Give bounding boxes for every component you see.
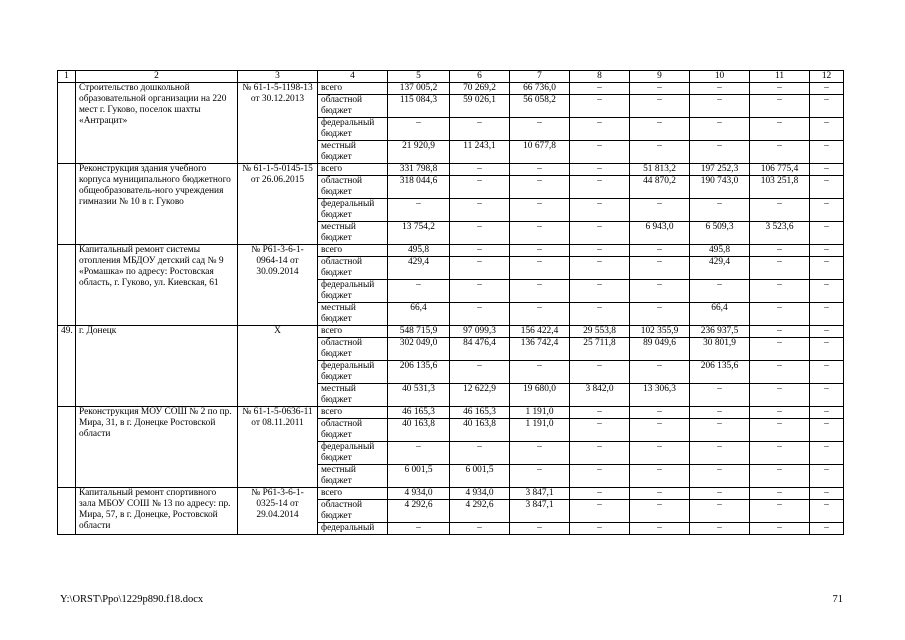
funding-source: местный бюджет <box>318 465 388 488</box>
amount-cell: 4 934,0 <box>450 488 510 500</box>
amount-cell: – <box>630 465 690 488</box>
table-row <box>58 407 844 419</box>
amount-cell: 4 292,6 <box>388 500 450 523</box>
amount-cell: – <box>750 523 810 535</box>
amount-cell: – <box>388 442 450 465</box>
amount-cell: 66,4 <box>690 303 750 326</box>
amount-cell: – <box>570 118 630 141</box>
amount-cell: – <box>570 245 630 257</box>
amount-cell: – <box>450 303 510 326</box>
object-name: Реконструкция здания учебного корпуса муниципального бюджетного общеобразователь-ного учреждения гимназии № 10 в г. Гуково <box>76 164 238 245</box>
amount-cell: 3 523,6 <box>750 222 810 245</box>
amount-cell: – <box>630 523 690 535</box>
column-number-row <box>58 71 844 83</box>
amount-cell: – <box>750 303 810 326</box>
funding-source: местный бюджет <box>318 222 388 245</box>
column-number: 11 <box>750 71 810 83</box>
object-name: Капитальный ремонт системы отопления МБДОУ детский сад № 9 «Ромашка» по адресу: Ростовская область, г. Гуково, ул. Киевская, 61 <box>76 245 238 326</box>
amount-cell: – <box>570 500 630 523</box>
amount-cell: – <box>690 500 750 523</box>
amount-cell: – <box>388 118 450 141</box>
funding-source: всего <box>318 164 388 176</box>
amount-cell: – <box>630 280 690 303</box>
column-number: 9 <box>630 71 690 83</box>
amount-cell: 548 715,9 <box>388 326 450 338</box>
budget-table <box>57 70 844 535</box>
amount-cell: – <box>630 257 690 280</box>
amount-cell: – <box>810 257 844 280</box>
amount-cell: 206 135,6 <box>690 361 750 384</box>
amount-cell: – <box>570 442 630 465</box>
amount-cell: – <box>630 245 690 257</box>
amount-cell: 51 813,2 <box>630 164 690 176</box>
column-number: 3 <box>238 71 318 83</box>
amount-cell: 56 058,2 <box>510 95 570 118</box>
amount-cell: – <box>810 280 844 303</box>
amount-cell: 197 252,3 <box>690 164 750 176</box>
amount-cell: – <box>570 141 630 164</box>
amount-cell: – <box>630 361 690 384</box>
funding-source: всего <box>318 488 388 500</box>
item-number <box>58 407 76 488</box>
amount-cell: 19 680,0 <box>510 384 570 407</box>
amount-cell: – <box>690 118 750 141</box>
amount-cell: – <box>510 280 570 303</box>
amount-cell: – <box>750 500 810 523</box>
amount-cell: – <box>810 407 844 419</box>
amount-cell: 6 001,5 <box>450 465 510 488</box>
amount-cell: – <box>510 303 570 326</box>
funding-source: областной бюджет <box>318 500 388 523</box>
amount-cell: – <box>570 257 630 280</box>
amount-cell: – <box>450 523 510 535</box>
object-name: Строительство дошкольной образовательной организации на 220 мест г. Гуково, поселок шахты «Антрацит» <box>76 83 238 164</box>
amount-cell: – <box>570 199 630 222</box>
amount-cell: – <box>810 303 844 326</box>
funding-source: федеральный бюджет <box>318 280 388 303</box>
amount-cell: 318 044,6 <box>388 176 450 199</box>
amount-cell: – <box>750 465 810 488</box>
amount-cell: – <box>690 442 750 465</box>
amount-cell: – <box>810 245 844 257</box>
amount-cell: 495,8 <box>690 245 750 257</box>
amount-cell: 6 943,0 <box>630 222 690 245</box>
page-number: 71 <box>832 594 843 605</box>
amount-cell: – <box>690 95 750 118</box>
amount-cell: – <box>630 83 690 95</box>
document-reference: № 61-1-5-0145-15 от 26.06.2015 <box>238 164 318 245</box>
amount-cell: – <box>750 384 810 407</box>
amount-cell: 3 842,0 <box>570 384 630 407</box>
amount-cell: – <box>690 384 750 407</box>
funding-source: федеральный бюджет <box>318 118 388 141</box>
column-number: 5 <box>388 71 450 83</box>
amount-cell: – <box>810 523 844 535</box>
amount-cell: – <box>750 280 810 303</box>
amount-cell: – <box>450 164 510 176</box>
amount-cell: 13 306,3 <box>630 384 690 407</box>
amount-cell: 66,4 <box>388 303 450 326</box>
amount-cell: – <box>570 465 630 488</box>
table-row <box>58 488 844 500</box>
amount-cell: – <box>750 245 810 257</box>
amount-cell: – <box>750 419 810 442</box>
amount-cell: 236 937,5 <box>690 326 750 338</box>
table-row <box>58 83 844 95</box>
funding-source: областной бюджет <box>318 95 388 118</box>
amount-cell: 206 135,6 <box>388 361 450 384</box>
amount-cell: 6 509,3 <box>690 222 750 245</box>
amount-cell: – <box>690 465 750 488</box>
amount-cell: – <box>690 83 750 95</box>
document-reference: Х <box>238 326 318 407</box>
column-number: 10 <box>690 71 750 83</box>
amount-cell: – <box>810 83 844 95</box>
amount-cell: – <box>570 523 630 535</box>
document-reference: № Р61-3-6-1-0325-14 от 29.04.2014 <box>238 488 318 535</box>
amount-cell: 13 754,2 <box>388 222 450 245</box>
amount-cell: – <box>510 361 570 384</box>
object-name: Реконструкция МОУ СОШ № 2 по пр. Мира, 31, в г. Донецке Ростовской области <box>76 407 238 488</box>
amount-cell: 106 775,4 <box>750 164 810 176</box>
amount-cell: – <box>630 500 690 523</box>
amount-cell: – <box>450 222 510 245</box>
amount-cell: – <box>570 95 630 118</box>
amount-cell: 115 084,3 <box>388 95 450 118</box>
amount-cell: – <box>810 361 844 384</box>
amount-cell: – <box>510 523 570 535</box>
amount-cell: – <box>750 257 810 280</box>
funding-source: областной бюджет <box>318 257 388 280</box>
table-row <box>58 164 844 176</box>
item-number: 49. <box>58 326 76 407</box>
amount-cell: – <box>630 407 690 419</box>
amount-cell: – <box>388 523 450 535</box>
amount-cell: 70 269,2 <box>450 83 510 95</box>
amount-cell: – <box>630 442 690 465</box>
amount-cell: – <box>510 118 570 141</box>
amount-cell: 40 163,8 <box>388 419 450 442</box>
column-number: 8 <box>570 71 630 83</box>
amount-cell: – <box>810 465 844 488</box>
amount-cell: – <box>510 222 570 245</box>
amount-cell: – <box>630 199 690 222</box>
amount-cell: – <box>450 442 510 465</box>
amount-cell: – <box>810 338 844 361</box>
amount-cell: 12 622,9 <box>450 384 510 407</box>
amount-cell: 156 422,4 <box>510 326 570 338</box>
amount-cell: 44 870,2 <box>630 176 690 199</box>
amount-cell: – <box>510 199 570 222</box>
object-name: г. Донецк <box>76 326 238 407</box>
amount-cell: 429,4 <box>690 257 750 280</box>
amount-cell: – <box>388 280 450 303</box>
column-number: 1 <box>58 71 76 83</box>
amount-cell: – <box>750 95 810 118</box>
funding-source: областной бюджет <box>318 338 388 361</box>
amount-cell: – <box>690 199 750 222</box>
amount-cell: 30 801,9 <box>690 338 750 361</box>
amount-cell: – <box>570 280 630 303</box>
amount-cell: 89 049,6 <box>630 338 690 361</box>
amount-cell: – <box>570 83 630 95</box>
amount-cell: – <box>810 222 844 245</box>
amount-cell: – <box>750 83 810 95</box>
amount-cell: 46 165,3 <box>388 407 450 419</box>
amount-cell: 137 005,2 <box>388 83 450 95</box>
amount-cell: 190 743,0 <box>690 176 750 199</box>
amount-cell: – <box>450 118 510 141</box>
amount-cell: – <box>690 419 750 442</box>
amount-cell: – <box>570 419 630 442</box>
amount-cell: 1 191,0 <box>510 419 570 442</box>
amount-cell: 102 355,9 <box>630 326 690 338</box>
amount-cell: – <box>750 488 810 500</box>
funding-source: всего <box>318 83 388 95</box>
item-number <box>58 83 76 164</box>
amount-cell: – <box>690 488 750 500</box>
funding-source: областной бюджет <box>318 176 388 199</box>
amount-cell: – <box>690 141 750 164</box>
amount-cell: – <box>750 326 810 338</box>
amount-cell: – <box>810 95 844 118</box>
amount-cell: – <box>750 361 810 384</box>
amount-cell: – <box>690 407 750 419</box>
amount-cell: 97 099,3 <box>450 326 510 338</box>
amount-cell: 6 001,5 <box>388 465 450 488</box>
amount-cell: 3 847,1 <box>510 488 570 500</box>
object-name: Капитальный ремонт спортивного зала МБОУ СОШ № 13 по адресу: пр. Мира, 57, в г. Донецке, Ростовской области <box>76 488 238 535</box>
amount-cell: – <box>570 222 630 245</box>
amount-cell: – <box>810 326 844 338</box>
amount-cell: – <box>810 176 844 199</box>
amount-cell: – <box>510 164 570 176</box>
document-reference: № 61-1-5-0636-11 от 08.11.2011 <box>238 407 318 488</box>
document-reference: № Р61-3-6-1-0964-14 от 30.09.2014 <box>238 245 318 326</box>
amount-cell: – <box>810 118 844 141</box>
amount-cell: – <box>750 442 810 465</box>
amount-cell: – <box>810 199 844 222</box>
amount-cell: 331 798,8 <box>388 164 450 176</box>
funding-source: федеральный <box>318 523 388 535</box>
amount-cell: – <box>510 176 570 199</box>
funding-source: федеральный бюджет <box>318 361 388 384</box>
document-reference: № 61-1-5-1198-13 от 30.12.2013 <box>238 83 318 164</box>
amount-cell: – <box>630 118 690 141</box>
amount-cell: – <box>510 257 570 280</box>
amount-cell: 29 553,8 <box>570 326 630 338</box>
amount-cell: – <box>570 407 630 419</box>
amount-cell: – <box>388 199 450 222</box>
amount-cell: 302 049,0 <box>388 338 450 361</box>
column-number: 6 <box>450 71 510 83</box>
amount-cell: – <box>630 419 690 442</box>
amount-cell: – <box>690 280 750 303</box>
amount-cell: 10 677,8 <box>510 141 570 164</box>
amount-cell: – <box>810 164 844 176</box>
column-number: 4 <box>318 71 388 83</box>
amount-cell: – <box>630 141 690 164</box>
column-number: 2 <box>76 71 238 83</box>
amount-cell: 103 251,8 <box>750 176 810 199</box>
column-number: 7 <box>510 71 570 83</box>
funding-source: федеральный бюджет <box>318 442 388 465</box>
item-number <box>58 245 76 326</box>
amount-cell: – <box>450 176 510 199</box>
item-number <box>58 164 76 245</box>
amount-cell: – <box>810 442 844 465</box>
amount-cell: – <box>750 199 810 222</box>
amount-cell: 25 711,8 <box>570 338 630 361</box>
amount-cell: – <box>750 407 810 419</box>
amount-cell: – <box>750 141 810 164</box>
amount-cell: 46 165,3 <box>450 407 510 419</box>
amount-cell: – <box>450 257 510 280</box>
amount-cell: 40 163,8 <box>450 419 510 442</box>
amount-cell: – <box>750 338 810 361</box>
amount-cell: – <box>570 303 630 326</box>
amount-cell: – <box>810 384 844 407</box>
amount-cell: – <box>630 488 690 500</box>
amount-cell: – <box>450 245 510 257</box>
amount-cell: 84 476,4 <box>450 338 510 361</box>
amount-cell: 21 920,9 <box>388 141 450 164</box>
amount-cell: – <box>810 500 844 523</box>
column-number: 12 <box>810 71 844 83</box>
amount-cell: – <box>510 245 570 257</box>
amount-cell: – <box>810 488 844 500</box>
amount-cell: – <box>630 95 690 118</box>
document-path: Y:\ORST\Ppo\1229p890.f18.docx <box>60 594 204 605</box>
amount-cell: – <box>570 164 630 176</box>
amount-cell: – <box>450 199 510 222</box>
amount-cell: 4 934,0 <box>388 488 450 500</box>
funding-source: федеральный бюджет <box>318 199 388 222</box>
amount-cell: – <box>810 141 844 164</box>
funding-source: местный бюджет <box>318 141 388 164</box>
amount-cell: – <box>690 523 750 535</box>
amount-cell: – <box>570 176 630 199</box>
amount-cell: 40 531,3 <box>388 384 450 407</box>
amount-cell: 59 026,1 <box>450 95 510 118</box>
table-row <box>58 245 844 257</box>
amount-cell: – <box>510 442 570 465</box>
amount-cell: – <box>450 361 510 384</box>
funding-source: всего <box>318 245 388 257</box>
amount-cell: 495,8 <box>388 245 450 257</box>
amount-cell: – <box>570 488 630 500</box>
funding-source: всего <box>318 407 388 419</box>
table-row <box>58 326 844 338</box>
amount-cell: – <box>810 419 844 442</box>
amount-cell: – <box>630 303 690 326</box>
amount-cell: 11 243,1 <box>450 141 510 164</box>
amount-cell: 4 292,6 <box>450 500 510 523</box>
amount-cell: – <box>450 280 510 303</box>
amount-cell: 136 742,4 <box>510 338 570 361</box>
amount-cell: – <box>510 465 570 488</box>
amount-cell: – <box>750 118 810 141</box>
funding-source: областной бюджет <box>318 419 388 442</box>
funding-source: местный бюджет <box>318 384 388 407</box>
funding-source: местный бюджет <box>318 303 388 326</box>
item-number <box>58 488 76 535</box>
amount-cell: 429,4 <box>388 257 450 280</box>
amount-cell: 1 191,0 <box>510 407 570 419</box>
amount-cell: 66 736,0 <box>510 83 570 95</box>
funding-source: всего <box>318 326 388 338</box>
amount-cell: – <box>570 361 630 384</box>
amount-cell: 3 847,1 <box>510 500 570 523</box>
